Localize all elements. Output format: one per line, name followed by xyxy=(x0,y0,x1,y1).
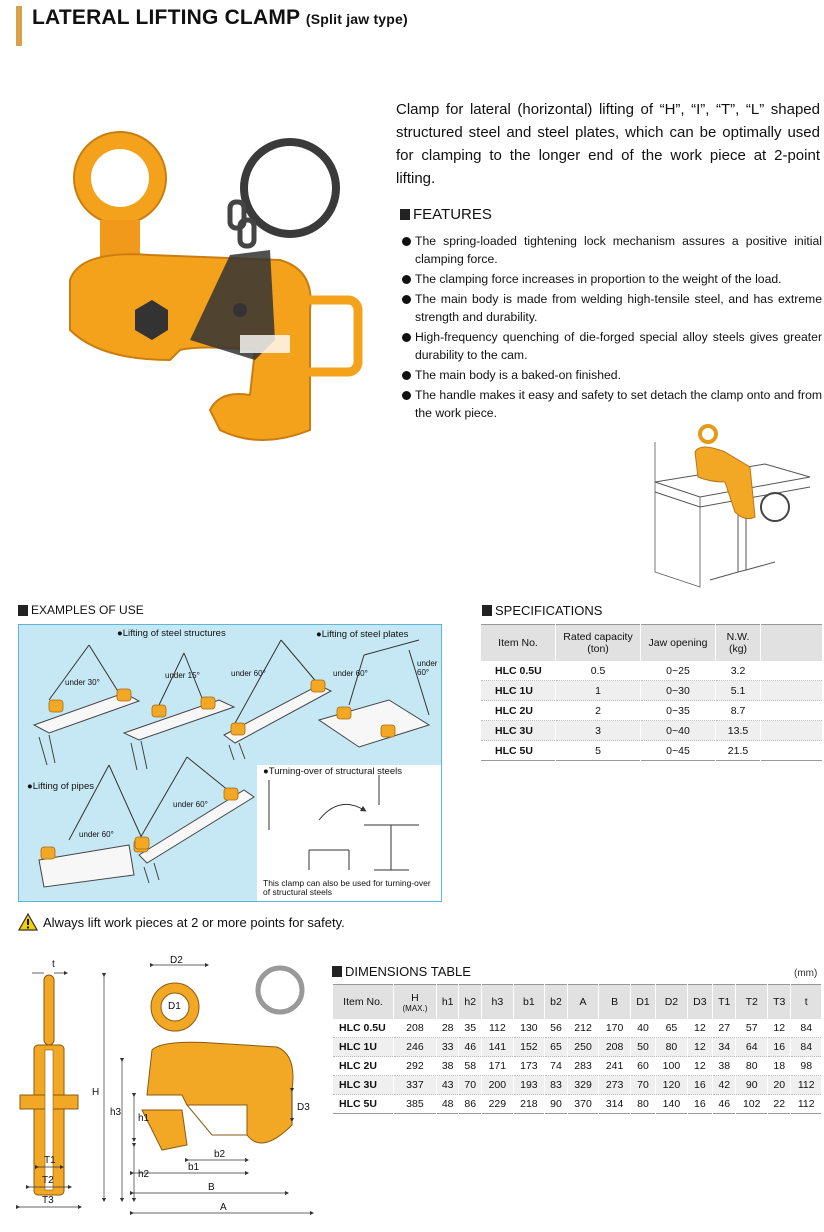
table-cell: 43 xyxy=(436,1076,459,1095)
table-cell: 5 xyxy=(556,741,641,761)
table-cell: 112 xyxy=(791,1076,822,1095)
angle-note: under 60° xyxy=(173,800,208,809)
table-cell: 56 xyxy=(545,1019,568,1038)
table-cell: 8.7 xyxy=(716,701,761,721)
table-cell: 170 xyxy=(599,1019,631,1038)
table-cell: HLC 5U xyxy=(481,741,556,761)
table-cell: 48 xyxy=(436,1095,459,1114)
table-cell: 3.2 xyxy=(716,661,761,681)
table-cell: 46 xyxy=(712,1095,735,1114)
table-cell: 0.5 xyxy=(556,661,641,681)
table-cell: 40 xyxy=(630,1019,655,1038)
dim-label-D2: D2 xyxy=(170,955,183,966)
table-cell: 0~35 xyxy=(641,701,716,721)
table-cell: HLC 3U xyxy=(333,1076,394,1095)
table-cell: 84 xyxy=(791,1038,822,1057)
dimensions-table-body xyxy=(333,1019,822,1114)
dim-label-h1: h1 xyxy=(138,1113,150,1124)
table-cell: 112 xyxy=(791,1095,822,1114)
table-row xyxy=(481,661,823,681)
table-cell: 50 xyxy=(630,1038,655,1057)
table-cell: 28 xyxy=(436,1019,459,1038)
column-header: T3 xyxy=(768,985,791,1020)
table-cell: 0~30 xyxy=(641,681,716,701)
example-label-structures: ●Lifting of steel structures xyxy=(117,628,226,639)
table-cell: 38 xyxy=(712,1057,735,1076)
table-cell: 246 xyxy=(394,1038,437,1057)
table-cell: 12 xyxy=(687,1057,712,1076)
table-cell: 208 xyxy=(394,1019,437,1038)
dim-label-T2: T2 xyxy=(42,1175,54,1186)
feature-item: The spring-loaded tightening lock mechanism assures a positive initial clamping force. xyxy=(402,232,822,268)
dim-label-b1: b1 xyxy=(188,1162,200,1173)
table-cell: 70 xyxy=(630,1076,655,1095)
table-cell: HLC 5U xyxy=(333,1095,394,1114)
table-cell: 5.1 xyxy=(716,681,761,701)
page-title xyxy=(32,6,408,30)
table-cell: HLC 2U xyxy=(481,701,556,721)
table-cell xyxy=(761,701,823,721)
column-header: b2 xyxy=(545,985,568,1020)
column-header: N.W. (kg) xyxy=(716,625,761,662)
section-marker-icon xyxy=(482,605,492,616)
table-cell: 120 xyxy=(656,1076,688,1095)
table-row xyxy=(333,1095,822,1114)
table-cell: 65 xyxy=(545,1038,568,1057)
table-cell: 370 xyxy=(567,1095,599,1114)
table-cell: 385 xyxy=(394,1095,437,1114)
table-cell: 13.5 xyxy=(716,721,761,741)
column-header: b1 xyxy=(513,985,545,1020)
table-cell: 100 xyxy=(656,1057,688,1076)
table-cell: 80 xyxy=(630,1095,655,1114)
table-cell: HLC 1U xyxy=(481,681,556,701)
intro-text: Clamp for lateral (horizontal) lifting of “H”, “I”, “T”, “L” shaped structured steel and steel plates, which can be optimally used for clamping to the longer end of the work piece at 2-point lifting. xyxy=(396,101,820,187)
table-cell: 12 xyxy=(687,1019,712,1038)
table-cell: 70 xyxy=(459,1076,482,1095)
table-cell: 84 xyxy=(791,1019,822,1038)
angle-note: under 60° xyxy=(417,659,438,677)
table-row xyxy=(481,721,823,741)
table-cell: 22 xyxy=(768,1095,791,1114)
table-cell: 42 xyxy=(712,1076,735,1095)
angle-note: under 15° xyxy=(165,671,200,680)
angle-note: under 60° xyxy=(333,669,368,678)
table-cell: 292 xyxy=(394,1057,437,1076)
table-cell: 12 xyxy=(687,1038,712,1057)
section-marker-icon xyxy=(18,605,28,616)
table-cell: 98 xyxy=(791,1057,822,1076)
table-cell: 0~40 xyxy=(641,721,716,741)
table-cell: HLC 0.5U xyxy=(333,1019,394,1038)
table-cell: 171 xyxy=(482,1057,514,1076)
feature-item: High-frequency quenching of die-forged special alloy steels gives greater durability to the cam. xyxy=(402,328,822,364)
specifications-heading-label: SPECIFICATIONS xyxy=(495,603,603,618)
examples-heading xyxy=(18,603,144,617)
table-cell: 0~25 xyxy=(641,661,716,681)
table-cell: 65 xyxy=(656,1019,688,1038)
table-cell: 200 xyxy=(482,1076,514,1095)
table-cell: 314 xyxy=(599,1095,631,1114)
column-header: Item No. xyxy=(333,985,394,1020)
column-header: T1 xyxy=(712,985,735,1020)
table-row xyxy=(481,681,823,701)
table-cell: 57 xyxy=(736,1019,768,1038)
table-cell: 86 xyxy=(459,1095,482,1114)
table-cell: 141 xyxy=(482,1038,514,1057)
examples-drawing xyxy=(19,625,442,902)
title-accent-bar xyxy=(16,6,22,46)
table-cell: 27 xyxy=(712,1019,735,1038)
dim-label-D1: D1 xyxy=(168,1001,181,1012)
dimensions-heading xyxy=(332,964,471,979)
angle-note: under 30° xyxy=(65,678,100,687)
feature-item: The handle makes it easy and safety to set detach the clamp onto and from the work piece. xyxy=(402,386,822,422)
table-cell: 102 xyxy=(736,1095,768,1114)
column-header: h2 xyxy=(459,985,482,1020)
table-cell: 2 xyxy=(556,701,641,721)
dimensions-unit: (mm) xyxy=(794,968,818,979)
dim-label-h2: h2 xyxy=(138,1169,150,1180)
dim-label-T3: T3 xyxy=(42,1195,54,1206)
table-cell: 35 xyxy=(459,1019,482,1038)
table-cell: 193 xyxy=(513,1076,545,1095)
table-cell: 12 xyxy=(768,1019,791,1038)
table-cell: 20 xyxy=(768,1076,791,1095)
column-header: Rated capacity (ton) xyxy=(556,625,641,662)
table-cell: 329 xyxy=(567,1076,599,1095)
table-cell: 21.5 xyxy=(716,741,761,761)
table-cell: 60 xyxy=(630,1057,655,1076)
column-header xyxy=(394,985,437,1020)
table-cell: 212 xyxy=(567,1019,599,1038)
title-main: LATERAL LIFTING CLAMP xyxy=(32,6,300,29)
dim-label-H: H xyxy=(92,1087,100,1098)
dimensions-table xyxy=(333,984,822,1114)
table-cell: 18 xyxy=(768,1057,791,1076)
table-cell: 83 xyxy=(545,1076,568,1095)
example-label-pipes: ●Lifting of pipes xyxy=(27,781,95,792)
table-cell: 34 xyxy=(712,1038,735,1057)
section-marker-icon xyxy=(332,966,342,977)
angle-note: under 60° xyxy=(231,669,266,678)
column-header: D3 xyxy=(687,985,712,1020)
table-cell: 218 xyxy=(513,1095,545,1114)
dim-label-B: B xyxy=(208,1182,215,1193)
column-header-h: H xyxy=(411,991,419,1004)
table-cell: 208 xyxy=(599,1038,631,1057)
column-header: B xyxy=(599,985,631,1020)
table-cell: 283 xyxy=(567,1057,599,1076)
table-row xyxy=(333,1076,822,1095)
table-cell: 173 xyxy=(513,1057,545,1076)
table-cell xyxy=(761,741,823,761)
column-header: t xyxy=(791,985,822,1020)
example-label-turning: ●Turning-over of structural steels xyxy=(263,766,402,777)
table-cell: 33 xyxy=(436,1038,459,1057)
table-cell: 229 xyxy=(482,1095,514,1114)
section-marker-icon xyxy=(400,209,410,220)
column-header: h1 xyxy=(436,985,459,1020)
table-cell: 241 xyxy=(599,1057,631,1076)
features-list xyxy=(402,232,822,424)
table-cell: 16 xyxy=(687,1095,712,1114)
table-row xyxy=(333,1019,822,1038)
feature-item: The main body is made from welding high-tensile steel, and has extreme strength and durability. xyxy=(402,290,822,326)
table-cell: 130 xyxy=(513,1019,545,1038)
column-header: Item No. xyxy=(481,625,556,662)
examples-heading-label: EXAMPLES OF USE xyxy=(31,603,144,617)
specifications-table xyxy=(481,624,823,761)
dim-label-h3: h3 xyxy=(110,1107,122,1118)
table-row xyxy=(333,1038,822,1057)
table-cell: 250 xyxy=(567,1038,599,1057)
dim-label-D3: D3 xyxy=(297,1102,310,1113)
column-header: D1 xyxy=(630,985,655,1020)
table-cell: 90 xyxy=(736,1076,768,1095)
dim-label-A: A xyxy=(220,1202,227,1213)
specifications-heading xyxy=(482,603,602,618)
dim-label-b2: b2 xyxy=(214,1149,226,1160)
table-cell: 80 xyxy=(736,1057,768,1076)
table-cell: 273 xyxy=(599,1076,631,1095)
angle-note: under 60° xyxy=(79,830,114,839)
table-header-row xyxy=(481,625,823,662)
features-heading xyxy=(400,206,492,223)
column-header: D2 xyxy=(656,985,688,1020)
title-sub: (Split jaw type) xyxy=(305,11,408,27)
table-row xyxy=(333,1057,822,1076)
table-cell: 1 xyxy=(556,681,641,701)
column-header: A xyxy=(567,985,599,1020)
table-cell xyxy=(761,721,823,741)
column-header: h3 xyxy=(482,985,514,1020)
table-cell: 80 xyxy=(656,1038,688,1057)
usage-illustration xyxy=(650,422,815,592)
turning-caption: This clamp can also be used for turning-over of structural steels xyxy=(263,878,431,897)
table-cell: HLC 0.5U xyxy=(481,661,556,681)
table-cell: 152 xyxy=(513,1038,545,1057)
table-cell: 74 xyxy=(545,1057,568,1076)
table-cell: HLC 2U xyxy=(333,1057,394,1076)
table-row xyxy=(481,741,823,761)
table-row xyxy=(481,701,823,721)
table-header-row xyxy=(333,985,822,1020)
column-header-h-sub: (MAX.) xyxy=(402,1003,428,1013)
features-heading-label: FEATURES xyxy=(413,206,492,223)
table-cell: HLC 3U xyxy=(481,721,556,741)
column-header-empty xyxy=(761,625,823,662)
table-cell: 90 xyxy=(545,1095,568,1114)
table-cell xyxy=(761,661,823,681)
table-cell: 140 xyxy=(656,1095,688,1114)
product-photo xyxy=(40,110,370,455)
safety-warning xyxy=(18,913,345,931)
feature-item: The main body is a baked-on finished. xyxy=(402,366,822,384)
warning-icon xyxy=(18,913,38,931)
table-cell: 112 xyxy=(482,1019,514,1038)
example-label-plates: ●Lifting of steel plates xyxy=(316,629,409,640)
black-ring xyxy=(244,142,336,234)
table-cell: 16 xyxy=(687,1076,712,1095)
table-cell: HLC 1U xyxy=(333,1038,394,1057)
table-cell: 337 xyxy=(394,1076,437,1095)
table-cell: 3 xyxy=(556,721,641,741)
table-cell: 0~45 xyxy=(641,741,716,761)
table-cell: 64 xyxy=(736,1038,768,1057)
table-cell: 38 xyxy=(436,1057,459,1076)
column-header: Jaw opening xyxy=(641,625,716,662)
dimensions-heading-label: DIMENSIONS TABLE xyxy=(345,964,471,979)
table-cell xyxy=(761,681,823,701)
column-header: T2 xyxy=(736,985,768,1020)
feature-item: The clamping force increases in proportion to the weight of the load. xyxy=(402,270,822,288)
dim-label-T1: T1 xyxy=(44,1155,56,1166)
table-cell: 16 xyxy=(768,1038,791,1057)
dim-label-t: t xyxy=(52,959,55,970)
dimension-diagram xyxy=(12,955,330,1230)
warning-text: Always lift work pieces at 2 or more points for safety. xyxy=(43,914,345,930)
table-cell: 46 xyxy=(459,1038,482,1057)
table-cell: 58 xyxy=(459,1057,482,1076)
examples-panel xyxy=(18,624,442,902)
